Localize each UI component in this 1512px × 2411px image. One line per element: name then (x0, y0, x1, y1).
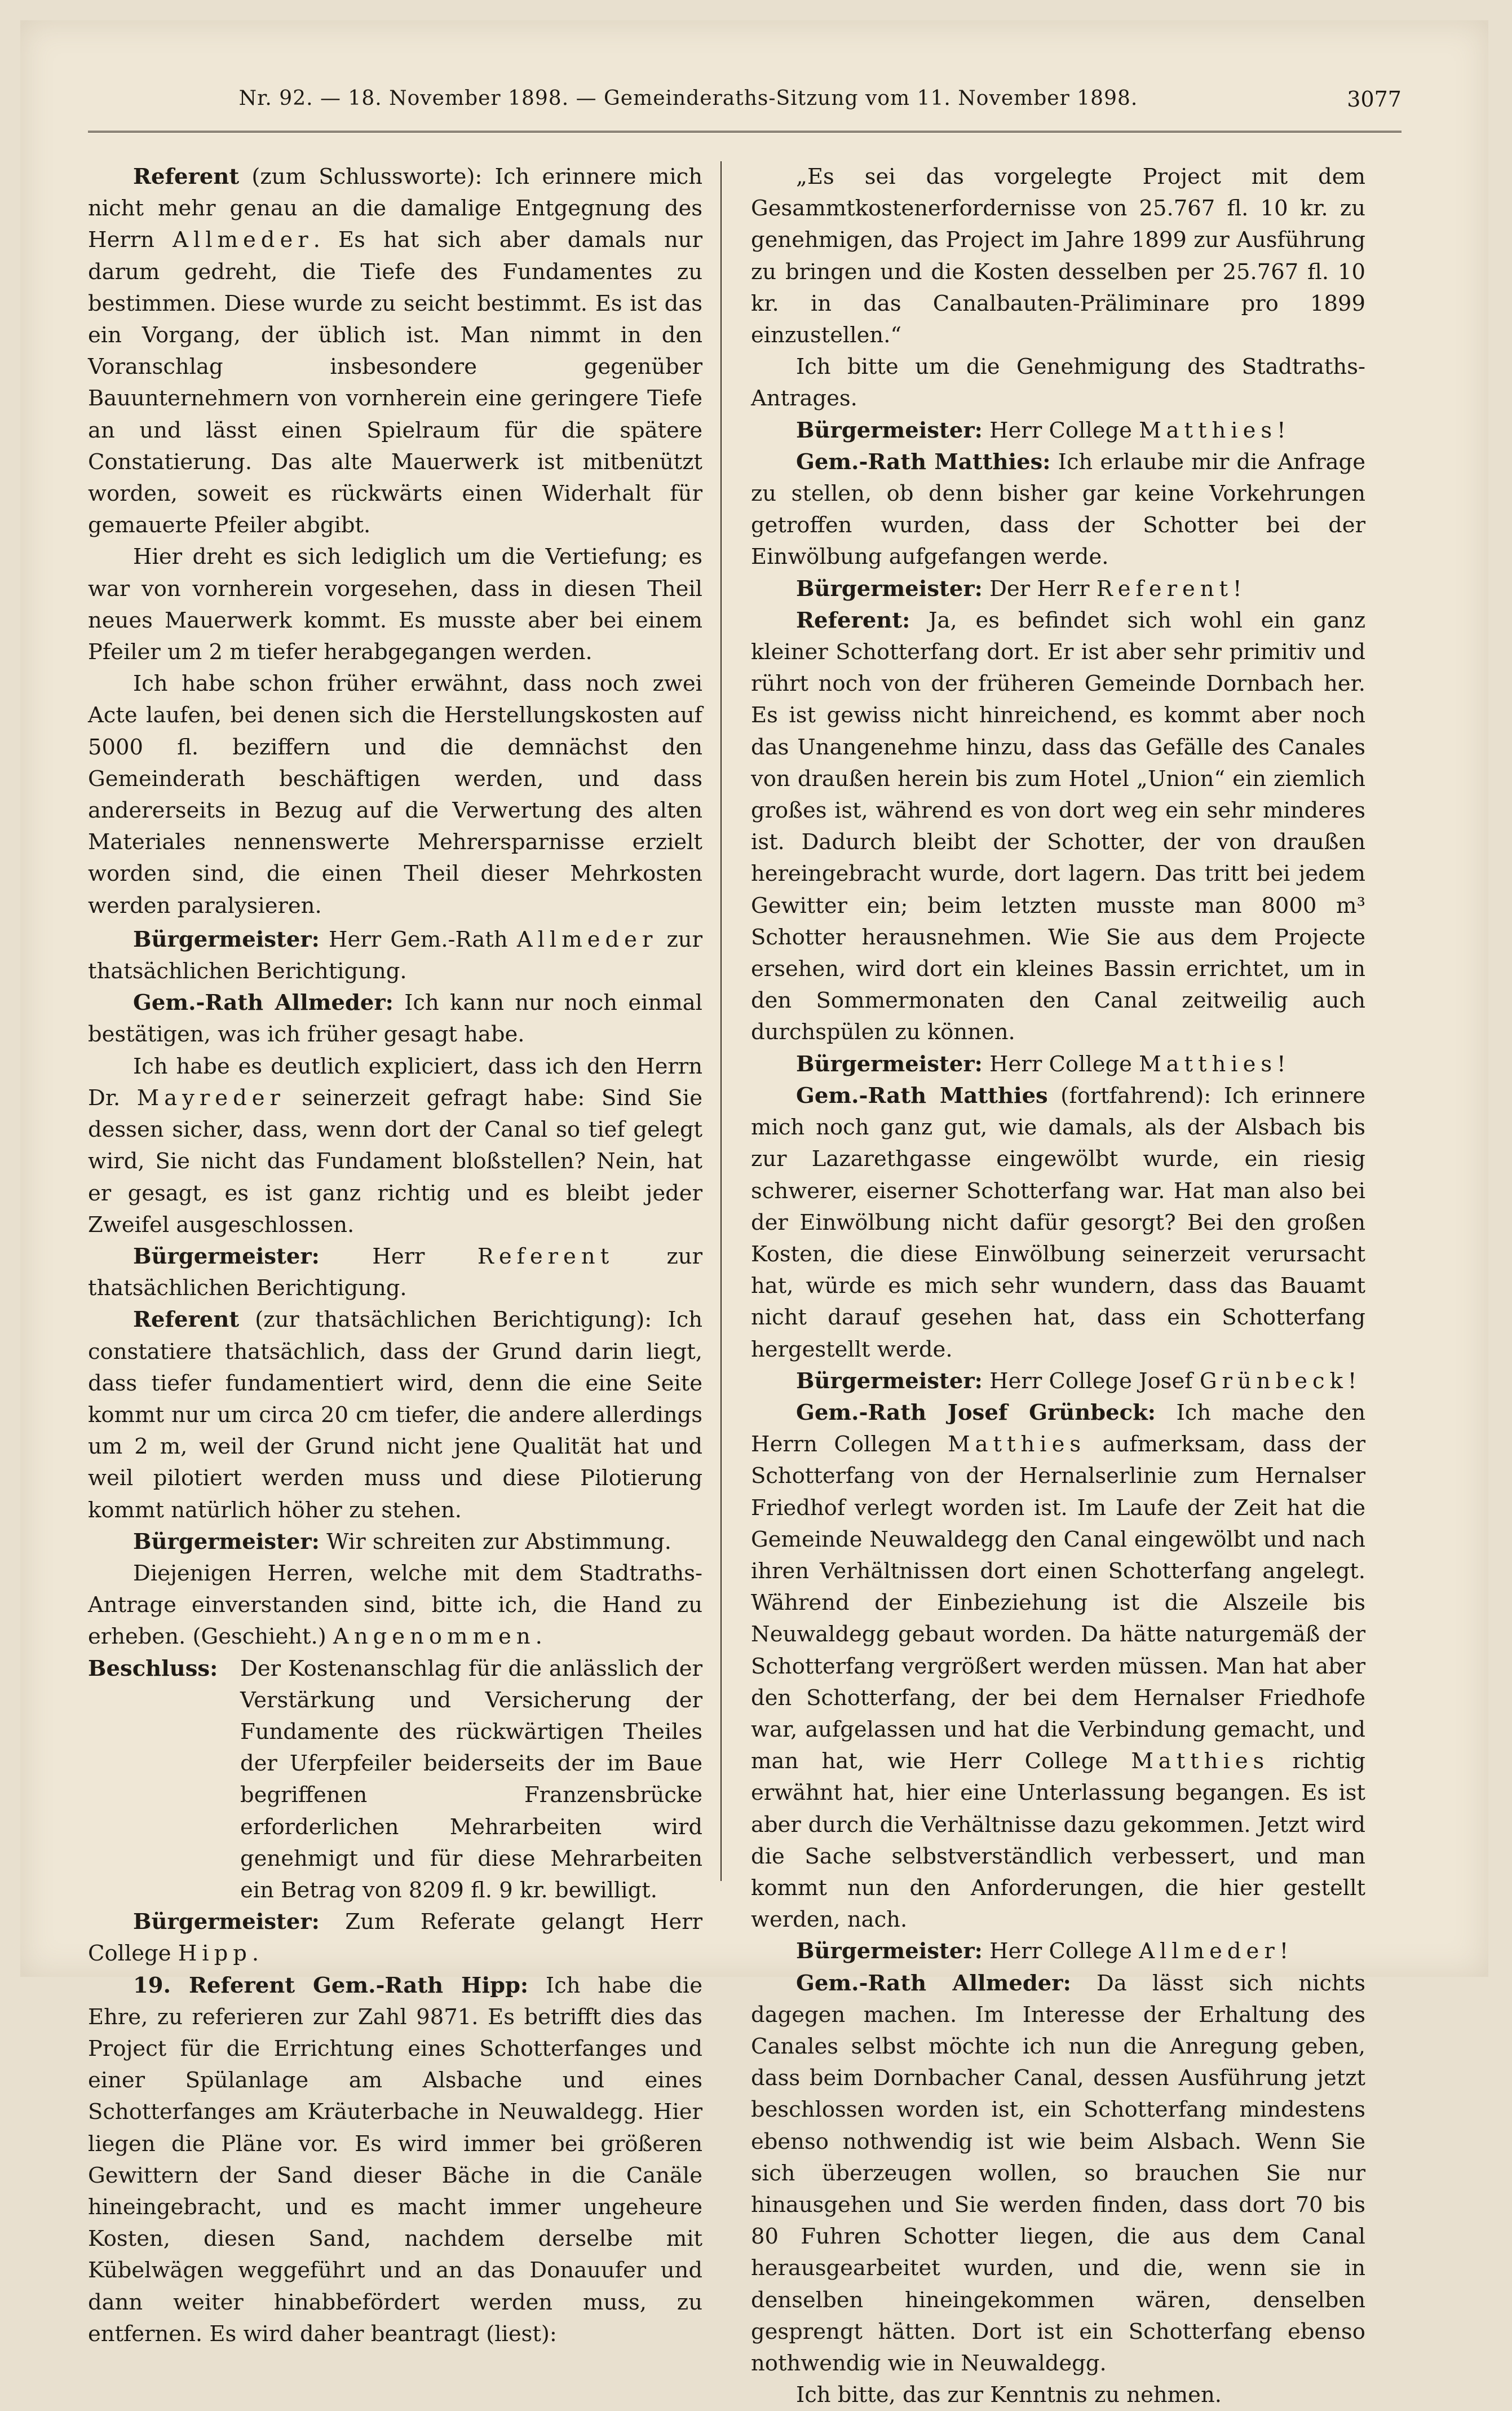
text: Der Herr (982, 576, 1097, 602)
resolution-text: Der Kostenanschlag für die anlässlich der Verstärkung und Versicherung der Fundamente des rückwärtigen Theiles der Uferpfeiler beiderseits der im Baue begriffenen Franzensbrücke erforderlichen Mehrarbeiten wird genehmigt und für diese Mehrarbeiten ein Betrag von 8209 fl. 9 kr. bewilligt. (240, 1655, 702, 1903)
page-number: 3077 (1347, 87, 1402, 112)
name: Angenommen. (333, 1624, 547, 1650)
speaker: Bürgermeister: (133, 1909, 320, 1935)
paragraph (751, 1936, 1365, 1967)
speaker: Bürgermeister: (796, 1938, 983, 1964)
name: Allmeder! (1139, 1938, 1294, 1964)
paragraph (88, 1970, 702, 2350)
header-rule (88, 131, 1402, 133)
speaker: Bürgermeister: (796, 576, 983, 602)
paragraph (751, 447, 1365, 573)
speaker: Gem.-Rath Matthies (796, 1083, 1048, 1109)
name: Allmeder (516, 926, 658, 952)
text: Ja, es befindet sich wohl ein ganz kleiner Schotterfang dort. Er ist aber sehr primitiv und rührt noch von der früheren Gemeinde Dornbach her. Es ist gewiss nicht hinreichend, es kommt aber noch das Unangenehme hinzu, dass das Gefälle des Canales von draußen herein bis zum Hotel „Union“ ein ziemlich großes ist, während es von dort weg ein sehr minderes ist. Dadurch bleibt der Schotter, der von draußen hereingebracht wurde, dort lagern. Das tritt bei jedem Gewitter ein; beim letzten musste man 8000 m³ Schotter herausnehmen. Wie Sie aus dem Projecte ersehen, wird dort ein kleines Bassin errichtet, um in den Sommermonaten den Canal zeitweilig auch durchspülen zu können. (751, 607, 1365, 1045)
speaker: Referent (133, 1307, 240, 1333)
text: . Es hat sich aber damals nur darum gedreht, die Tiefe des Fundamentes zu bestimmen. Diese wurde zu seicht bestimmt. Es ist das ein Vorgang, der üblich ist. Man nimmt in den Voranschlag insbesondere gegenüber Bauunternehmern von vornherein eine geringere Tiefe an und lässt einen Spielraum für die spätere Constatierung. Das alte Mauerwerk ist mitbenützt worden, soweit es rückwärts einen Widerhalt für gemauerte Pfeiler abgibt. (88, 227, 702, 538)
paragraph (751, 1397, 1365, 1936)
speaker: Bürgermeister: (796, 1051, 983, 1077)
text: (fortfahrend): Ich erinnere mich noch ganz gut, wie damals, als der Alsbach bis zur Lazarethgasse eingewölbt wurde, ein riesig schwerer, eiserner Schotterfang war. Hat man also bei der Einwölbung nicht dafür gesorgt? Bei den großen Kosten, die diese Einwölbung seinerzeit verursacht hat, würde es mich sehr wundern, dass das Bauamt nicht darauf gesehen hat, dass ein Schotterfang hergestellt werde. (751, 1083, 1365, 1362)
text: richtig erwähnt hat, hier eine Unterlassung begangen. Es ist aber durch die Verhältnisse dazu gekommen. Jetzt wird die Sache selbstverständlich verbessert, und man kommt nun den Anforderungen, die hier gestellt werden, nach. (751, 1748, 1365, 1933)
text: Herr College (982, 1938, 1139, 1964)
speaker: Bürgermeister: (796, 1368, 983, 1394)
paragraph (751, 1968, 1365, 2380)
speaker: Referent (133, 164, 240, 189)
paragraph (88, 1906, 702, 1970)
text: seinerzeit gefragt habe: Sind Sie dessen sicher, dass, wenn dort der Canal so tief gelegt wird, Sie nicht das Fundament bloßstellen? Nein, hat er gesagt, es ist ganz richtig und es bleibt jeder Zweifel ausgeschlossen. (88, 1085, 702, 1238)
header-title: Nr. 92. — 18. November 1898. — Gemeinderaths-Sitzung vom 11. November 1898. (238, 87, 1138, 110)
speaker: Gem.-Rath Allmeder: (796, 1970, 1071, 1996)
right-column (751, 161, 1365, 2411)
text: Ich kann nur noch einmal bestätigen, was ich früher gesagt habe. (88, 990, 702, 1048)
paragraph (88, 1558, 702, 1653)
name: Matthies (1131, 1748, 1270, 1774)
text: Herr (319, 1243, 478, 1269)
text: zur thatsächlichen Berichtigung. (88, 1243, 702, 1301)
name: Matthies! (1139, 1051, 1291, 1077)
name: Grünbeck! (1199, 1368, 1362, 1394)
item-number: 19. (133, 1972, 171, 1998)
name: Matthies! (1139, 417, 1291, 443)
paragraph (751, 573, 1365, 605)
newspaper-page (20, 20, 1488, 2408)
paragraph: Ich habe schon früher erwähnt, dass noch zwei Acte laufen, bei denen sich die Herstellungskosten auf 5000 fl. beziffern und die demnächst den Gemeinderath beschäftigen werden, und dass andererseits in Bezug auf die Verwertung des alten Materiales nennenswerte Mehrersparnisse erzielt worden sind, die einen Theil dieser Mehrkosten werden paralysieren. (88, 671, 702, 919)
text: Herr College (982, 1051, 1139, 1077)
text: Herr College Josef (982, 1368, 1200, 1394)
paragraph (88, 1526, 702, 1558)
paragraph (751, 1366, 1365, 1397)
paragraph (88, 1241, 702, 1304)
text: Ich erlaube mir die Anfrage zu stellen, ob denn bisher gar keine Vorkehrungen getroffen wurden, dass der Schotter bei der Einwölbung aufgefangen werde. (751, 449, 1365, 570)
paragraph (88, 924, 702, 987)
text: Ich mache den Herrn Collegen (751, 1399, 1366, 1458)
text: Ich habe es deutlich expliciert, dass ich den Herrn Dr. (88, 1053, 702, 1111)
paragraph (751, 415, 1365, 447)
paragraph (88, 1051, 702, 1241)
resolution (88, 1653, 702, 1907)
text: aufmerksam, dass der Schotterfang von der Hernalserlinie zum Hernalser Friedhof verlegt worden ist. Im Laufe der Zeit hat die Gemeinde Neuwaldegg den Canal eingewölbt und nach ihren Verhältnissen dort einen Schotterfang angelegt. Während der Einbeziehung ist die Alszeile bis Neuwaldegg gebaut worden. Da hätte naturgemäß der Schotterfang vergrößert werden müssen. Man hat aber den Schotterfang, der bei dem Hernalser Friedhofe war, aufgelassen und hat die Verbindung gemacht, und man hat, wie Herr College (751, 1432, 1365, 1774)
paragraph (88, 1304, 702, 1526)
text: Wir schreiten zur Abstimmung. (319, 1529, 672, 1555)
speaker: Gem.-Rath Allmeder: (133, 990, 394, 1016)
speaker: Bürgermeister: (133, 926, 320, 952)
text: zur thatsächlichen Berichtigung. (88, 926, 702, 984)
text: Da lässt sich nichts dagegen machen. Im Interesse der Erhaltung des Canales selbst möchte ich nun die Anregung geben, dass beim Dornbacher Canal, dessen Ausführung jetzt beschlossen worden ist, ein Schotterfang mindestens ebenso nothwendig ist wie beim Alsbach. Wenn Sie sich überzeugen wollen, so brauchen Sie nur hinausgehen und Sie werden finden, dass dort 70 bis 80 Fuhren Schotter liegen, die aus dem Canal herausgearbeitet wurden, und die, wenn sie in denselben hineingekommen wären, denselben gesprengt hätten. Dort ist ein Schotterfang ebenso nothwendig wie in Neuwaldegg. (751, 1970, 1365, 2377)
name: Referent (477, 1243, 614, 1269)
name: Matthies (948, 1432, 1086, 1458)
paragraph (751, 1049, 1365, 1080)
text: Ich habe die Ehre, zu referieren zur Zahl 9871. Es betrifft dies das Project für die Errichtung eines Schotterfanges und einer Spülanlage am Alsbache und eines Schotterfanges am Kräuterbache in Neuwaldegg. Hier liegen die Pläne vor. Es wird immer bei größeren Gewittern der Sand dieser Bäche in die Canäle hineingebracht, und es macht immer ungeheure Kosten, diesen Sand, nachdem derselbe mit Kübelwägen weggeführt und an das Donauufer und dann weiter hinabbefördert werden muss, zu entfernen. Es wird daher beantragt (liest): (88, 1972, 702, 2347)
paragraph: Hier dreht es sich lediglich um die Vertiefung; es war von vornherein vorgesehen, dass in diesen Theil neues Mauerwerk kommt. Es musste aber bei einem Pfeiler um 2 m tiefer herabgegangen werden. (88, 544, 702, 665)
paragraph (88, 161, 702, 541)
speaker: Bürgermeister: (133, 1243, 320, 1269)
speaker: Gem.-Rath Josef Grünbeck: (796, 1399, 1156, 1425)
paragraph (88, 987, 702, 1050)
paragraph: Ich bitte, das zur Kenntnis zu nehmen. (796, 2382, 1222, 2408)
left-column (88, 161, 702, 2350)
speaker: Bürgermeister: (133, 1529, 320, 1555)
paragraph (751, 605, 1365, 1049)
quoted-motion: „Es sei das vorgelegte Project mit dem Gesammtkostenerfordernisse von 25.767 fl. 10 kr. zu genehmigen, das Project im Jahre 1899 zur Ausführung zu bringen und die Kosten desselben per 25.767 fl. 10 kr. in das Canalbauten-Präliminare pro 1899 einzustellen.“ (751, 164, 1365, 348)
text: (zur thatsächlichen Berichtigung): Ich constatiere thatsächlich, dass der Grund darin liegt, dass tiefer fundamentiert wird, denn die eine Seite kommt nur um circa 20 cm tiefer, die andere allerdings um 2 m, weil der Grund nicht jene Qualität hat und weil pilotiert werden muss und diese Pilotierung kommt natürlich höher zu stehen. (88, 1307, 702, 1523)
speaker: Referent: (796, 607, 910, 633)
text: Herr College (982, 417, 1139, 443)
page-header (88, 87, 1402, 126)
name: Allmeder (173, 227, 313, 253)
speaker: Gem.-Rath Matthies: (796, 449, 1051, 475)
name: Hipp. (178, 1941, 264, 1967)
column-divider (720, 161, 722, 1881)
text: Zum Referate gelangt Herr College (88, 1909, 702, 1967)
paragraph (751, 1080, 1365, 1366)
text: Herr Gem.-Rath (319, 926, 517, 952)
text: (zum Schlussworte): Ich erinnere mich nicht mehr genau an die damalige Entgegnung des Herrn (88, 164, 702, 253)
text: Diejenigen Herren, welche mit dem Stadtraths-Antrage einverstanden sind, bitte ich, die Hand zu erheben. (Geschieht.) (88, 1560, 702, 1650)
name: Referent! (1096, 576, 1247, 602)
speaker: Bürgermeister: (796, 417, 983, 443)
resolution-label: Beschluss: (88, 1655, 218, 1681)
speaker: Referent Gem.-Rath Hipp: (170, 1972, 529, 1998)
paragraph: Ich bitte um die Genehmigung des Stadtraths-Antrages. (751, 354, 1365, 412)
name: Mayreder (136, 1085, 285, 1111)
